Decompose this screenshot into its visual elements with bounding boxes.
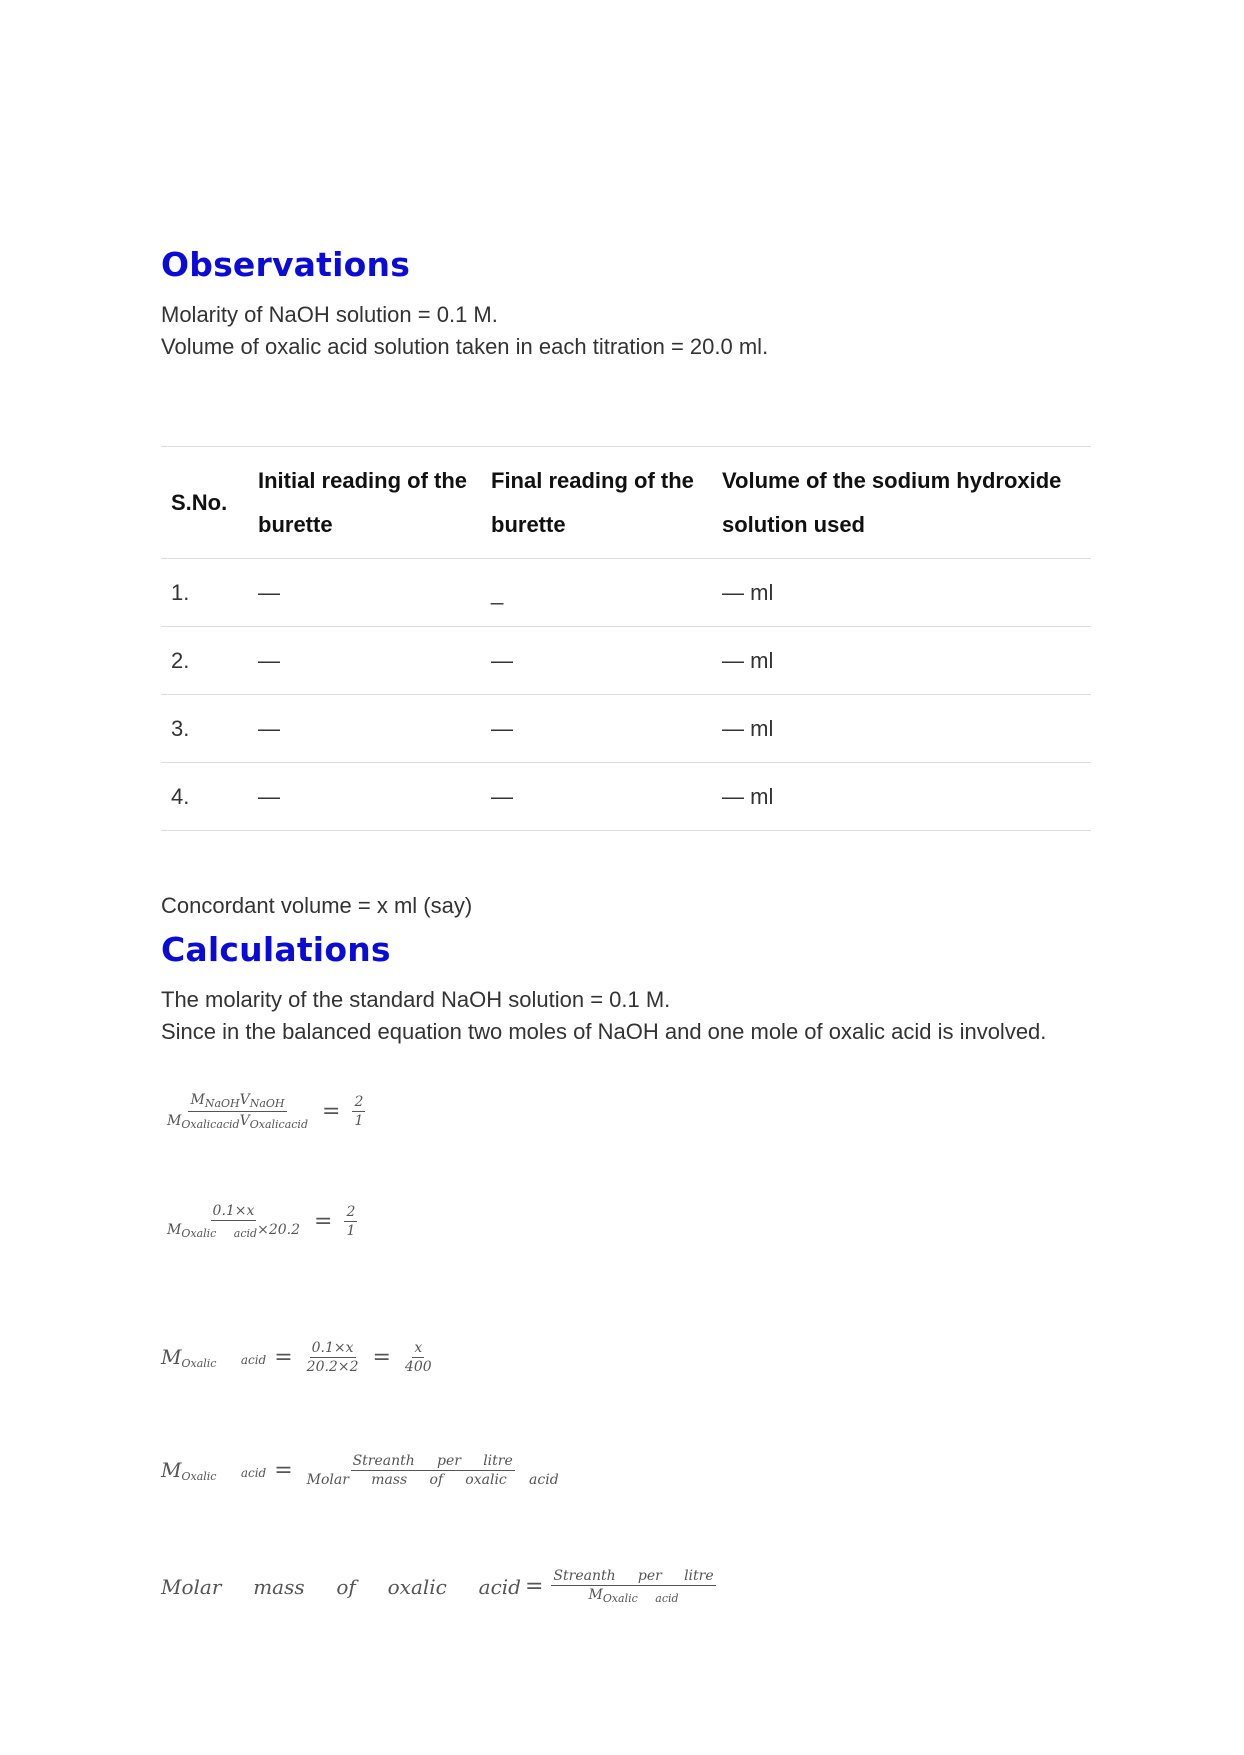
table-row (161, 627, 1091, 695)
standard-molarity-text: The molarity of the standard NaOH solution = 0.1 M. (161, 987, 671, 1012)
cell-sno: 1. (171, 579, 190, 605)
cell-sno: 3. (171, 715, 190, 741)
table-row (161, 695, 1091, 763)
calculations-heading: Calculations (161, 930, 391, 969)
table-row (161, 763, 1091, 831)
header-final-reading: Final reading of the burette (491, 467, 694, 537)
cell-final: _ (491, 579, 504, 605)
concordant-volume-text: Concordant volume = x ml (say) (161, 893, 473, 918)
observations-heading: Observations (161, 245, 411, 284)
equation-5: Molar mass of oxalic acid = $\frac{\text{Streanth per litre}}{M_{Oxalic acid}}$ (161, 1568, 714, 1605)
eq2-lhs-fraction: $\frac{0.1\times x}{M_{Oxalic acid}\times 20.2}$ (167, 1203, 300, 1240)
header-initial-reading: Initial reading of the burette (258, 467, 468, 537)
eq1-rhs-fraction: $\frac{2}{1}$ (354, 1094, 364, 1129)
equation-1: $\frac{M_{NaOH}V_{NaOH}}{M_{Oxalicacid}V_{Oxalicacid}}$ = $\frac{2}{1}$ (167, 1092, 364, 1131)
cell-final: — (491, 647, 513, 673)
cell-sno: 2. (171, 647, 190, 673)
cell-volume: — ml (722, 715, 774, 741)
cell-initial: — (258, 579, 280, 605)
oxalic-volume-text: Volume of oxalic acid solution taken in each titration = 20.0 ml. (161, 334, 769, 359)
balanced-equation-text: Since in the balanced equation two moles of NaOH and one mole of oxalic acid is involved. (161, 1019, 1047, 1044)
table-header-row (161, 447, 1091, 559)
eq3-fraction-1: $\frac{0.1\times x}{20.2\times 2}$ (306, 1340, 359, 1375)
eq3-fraction-2: $\frac{x}{400}$ (404, 1340, 432, 1375)
observation-table (161, 446, 1091, 831)
cell-initial: — (258, 715, 280, 741)
cell-final: — (491, 783, 513, 809)
cell-initial: — (258, 783, 280, 809)
equation-3: $M_{Oxalic}$ acid = $\frac{0.1\times x}{20.2\times 2}$ = $\frac{x}{400}$ (161, 1340, 432, 1375)
cell-volume: — ml (722, 579, 774, 605)
naoh-molarity-text: Molarity of NaOH solution = 0.1 M. (161, 302, 498, 327)
cell-initial: — (258, 647, 280, 673)
eq5-fraction: $\frac{\text{Streanth per litre}}{M_{Oxalic acid}}$ (553, 1568, 714, 1605)
eq2-rhs-fraction: $\frac{2}{1}$ (346, 1204, 356, 1239)
eq4-fraction: $\frac{\text{Streanth per litre}}{\text{Molar mass of oxalic acid}}$ (306, 1453, 559, 1488)
cell-sno: 4. (171, 783, 190, 809)
cell-volume: — ml (722, 783, 774, 809)
equation-4: $M_{Oxalic}$ acid = $\frac{\text{Streanth per litre}}{\text{Molar mass of oxalic acid}}$ (161, 1453, 559, 1488)
eq1-lhs-fraction: $\frac{M_{NaOH}V_{NaOH}}{M_{Oxalicacid}V_{Oxalicacid}}$ (167, 1092, 308, 1131)
header-sno: S.No. (171, 489, 228, 515)
equation-2: $\frac{0.1\times x}{M_{Oxalic acid}\times 20.2}$ = $\frac{2}{1}$ (167, 1203, 356, 1240)
table-row (161, 559, 1091, 627)
header-volume-used: Volume of the sodium hydroxide solution used (722, 467, 1062, 537)
cell-final: — (491, 715, 513, 741)
cell-volume: — ml (722, 647, 774, 673)
